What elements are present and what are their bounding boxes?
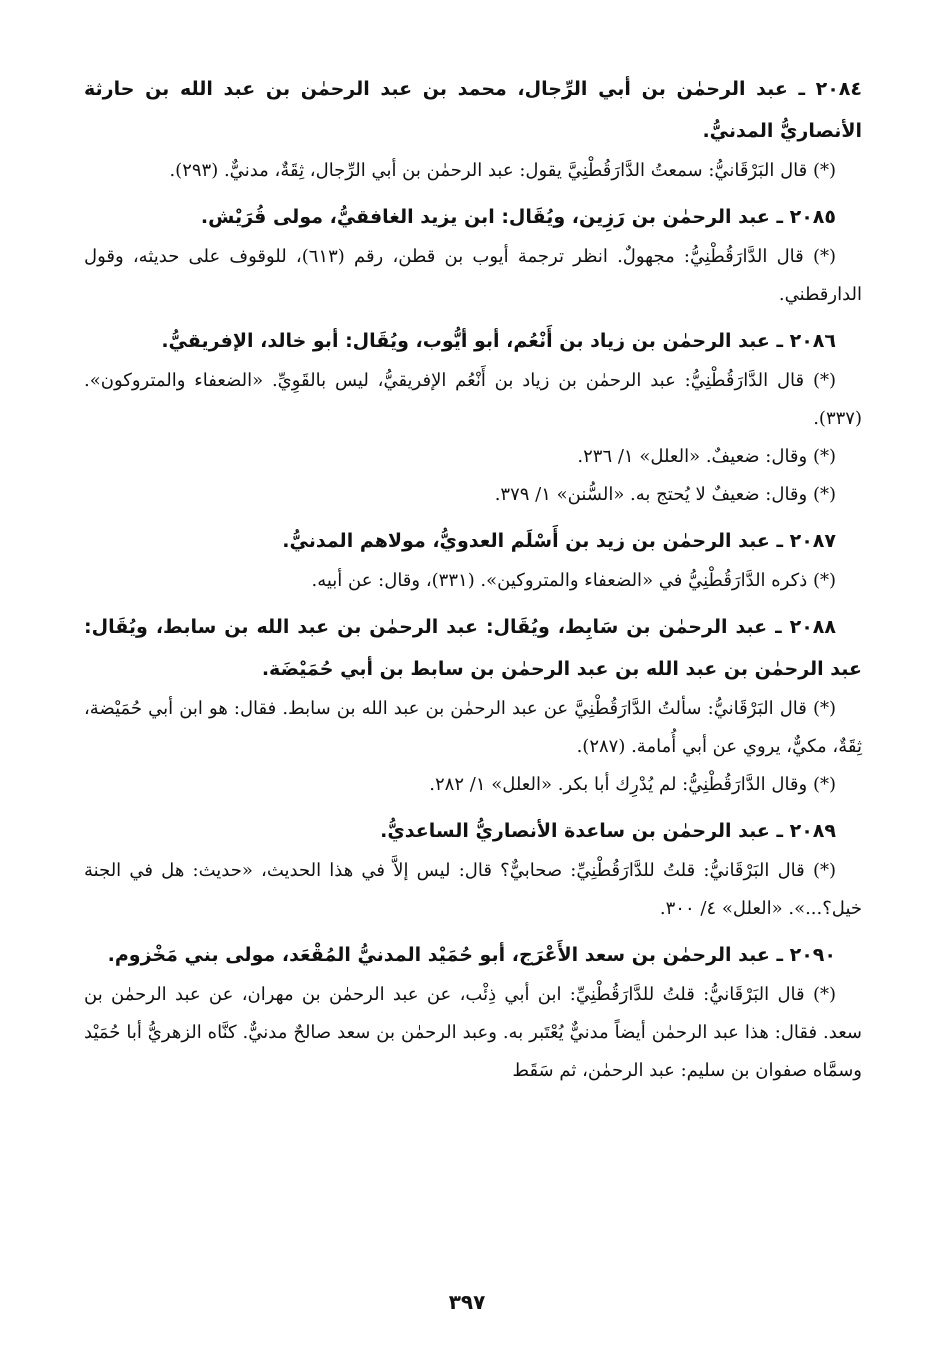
entry-2086-heading: ٢٠٨٦ ـ عبد الرحمٰن بن زياد بن أَنْعُم، أبو أيُّوب، ويُقَال: أبو خالد، الإفريقيُّ. (161, 330, 836, 352)
entry-2087-heading: ٢٠٨٧ ـ عبد الرحمٰن بن زيد بن أَسْلَم العدويُّ، مولاهم المدنيُّ. (282, 530, 836, 552)
entry-2089-heading: ٢٠٨٩ ـ عبد الرحمٰن بن ساعدة الأنصاريُّ الساعديُّ. (380, 820, 836, 842)
entry-2088-note-2: (*) وقال الدَّارَقُطْنِيُّ: لم يُدْرِك أبا بكر. «العلل» ١/ ٢٨٢. (429, 774, 836, 795)
entry-2090-heading: ٢٠٩٠ ـ عبد الرحمٰن بن سعد الأَعْرَج، أبو حُمَيْد المدنيُّ المُقْعَد، مولى بني مَخْزوم. (107, 944, 836, 966)
entry-2086-note-3: (*) وقال: ضعيفٌ لا يُحتج به. «السُّنن» ١/ ٣٧٩. (494, 484, 836, 505)
entry-2086-note-2: (*) وقال: ضعيفٌ. «العلل» ١/ ٢٣٦. (577, 446, 836, 467)
entry-2088-heading: ٢٠٨٨ ـ عبد الرحمٰن بن سَابِط، ويُقَال: عبد الرحمٰن بن عبد الله بن سابط، ويُقَال: عبد الرحمٰن بن عبد الله بن عبد الرحمٰن بن سابط بن أبي حُمَيْضَة. (84, 616, 862, 680)
entry-2089-note: (*) قال البَرْقَانيُّ: قلتُ للدَّارَقُطْنِيِّ: صحابيٌّ؟ قال: ليس إلاَّ في هذا الحديث، «حديث: هل في الجنة خيل؟...». «العلل» ٤/ ٣٠٠. (84, 860, 862, 919)
entry-2085-note: (*) قال الدَّارَقُطْنِيُّ: مجهولٌ. انظر ترجمة أيوب بن قطن، رقم (٦١٣)، للوقوف على حديثه، وقول الدارقطني. (84, 246, 862, 305)
entry-2085-heading: ٢٠٨٥ ـ عبد الرحمٰن بن رَزِين، ويُقَال: ابن يزيد الغافقيُّ، مولى قُرَيْش. (200, 206, 836, 228)
entry-2084-note: (*) قال البَرْقَانيُّ: سمعتُ الدَّارَقُطْنِيَّ يقول: عبد الرحمٰن بن أبي الرِّجال، ثِقَةٌ، مدنيٌّ. (٢٩٣). (169, 160, 836, 181)
entry-2084-heading: ٢٠٨٤ ـ عبد الرحمٰن بن أبي الرِّجال، محمد بن عبد الرحمٰن بن عبد الله بن حارثة الأنصاريُّ المدنيُّ. (84, 78, 862, 142)
entry-2087-note: (*) ذكره الدَّارَقُطْنِيُّ في «الضعفاء والمتروكين». (٣٣١)، وقال: عن أبيه. (311, 570, 836, 591)
page-number: ٣٩٧ (448, 1290, 486, 1314)
entry-2086-note-1: (*) قال الدَّارَقُطْنِيُّ: عبد الرحمٰن بن زياد بن أَنْعُم الإفريقيُّ، ليس بالقَوِيِّ. «الضعفاء والمتروكون». (٣٣٧). (84, 370, 862, 429)
entry-2088-note-1: (*) قال البَرْقَانيُّ: سألتُ الدَّارَقُطْنِيَّ عن عبد الرحمٰن بن عبد الله بن سابط. فقال: هو ابن أبي حُمَيْضة، ثِقَةٌ، مكيٌّ، يروي عن أبي أُمامة. (٢٨٧). (84, 698, 862, 757)
entry-2090-note: (*) قال البَرْقَانيُّ: قلتُ للدَّارَقُطْنِيِّ: ابن أبي ذِئْب، عن عبد الرحمٰن بن مهران، عن عبد الرحمٰن بن سعد. فقال: هذا عبد الرحمٰن أيضاً مدنيٌّ يُعْتَبر به. وعبد الرحمٰن بن سعد صالحٌ مدنيٌّ. كنَّاه الزهريُّ أبا حُمَيْد وسمَّاه صفوان بن سليم: عبد الرحمٰن، ثم سَقَط (84, 984, 862, 1081)
